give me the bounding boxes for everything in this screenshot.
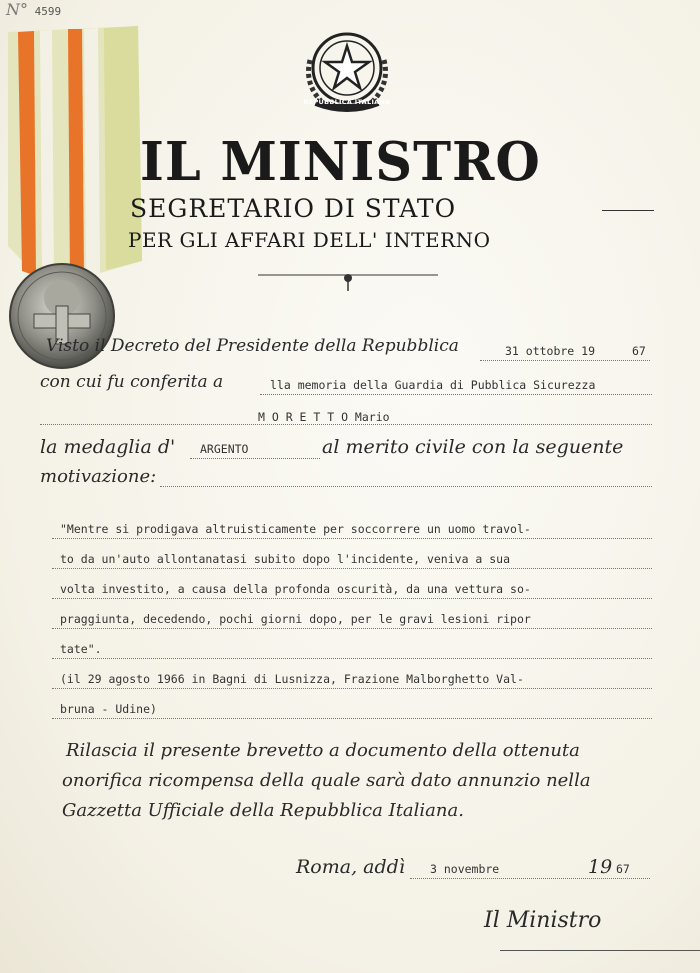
dotted-line bbox=[52, 538, 652, 539]
dotted-line bbox=[52, 568, 652, 569]
motivation-label: motivazione: bbox=[40, 466, 157, 487]
dotted-line bbox=[52, 718, 652, 719]
title-interior: PER GLI AFFARI DELL' INTERNO bbox=[128, 228, 491, 252]
dotted-line bbox=[52, 598, 652, 599]
recipient-description: lla memoria della Guardia di Pubblica Sicurezza bbox=[270, 378, 596, 392]
closing-line: Gazzetta Ufficiale della Repubblica Italiana. bbox=[62, 800, 464, 821]
minister-signature: Il Ministro bbox=[484, 908, 602, 933]
dotted-line bbox=[52, 658, 652, 659]
closing-line: Rilascia il presente brevetto a documento della ottenuta bbox=[66, 740, 580, 761]
merit-label: al merito civile con la seguente bbox=[322, 436, 624, 458]
dotted-line bbox=[480, 360, 650, 361]
signature-rule bbox=[500, 950, 700, 951]
issue-date: 3 novembre bbox=[430, 862, 500, 876]
decree-date-year: 67 bbox=[632, 344, 646, 358]
dotted-line bbox=[190, 458, 320, 459]
title-secretary: SEGRETARIO DI STATO bbox=[130, 194, 457, 223]
dotted-line bbox=[410, 878, 650, 879]
issue-place: Roma, addì bbox=[296, 856, 405, 878]
motivation-line: "Mentre si prodigava altruisticamente per soccorrere un uomo travol- bbox=[60, 522, 531, 536]
issue-year: 67 bbox=[616, 862, 630, 876]
dotted-line bbox=[52, 628, 652, 629]
ornament-divider bbox=[258, 267, 438, 297]
motivation-line: (il 29 agosto 1966 in Bagni di Lusnizza, Frazione Malborghetto Val- bbox=[60, 672, 524, 686]
dotted-line bbox=[260, 394, 652, 395]
medal-type: ARGENTO bbox=[200, 442, 249, 456]
motivation-line: volta investito, a causa della profonda oscurità, da una vettura so- bbox=[60, 582, 531, 596]
dotted-line bbox=[160, 486, 652, 487]
motivation-line: tate". bbox=[60, 642, 102, 656]
motivation-line: bruna - Udine) bbox=[60, 702, 157, 716]
issue-year-prefix: 19 bbox=[588, 856, 613, 878]
closing-line: onorifica ricompensa della quale sarà dato annunzio nella bbox=[62, 770, 591, 791]
certificate-number: N° 4599 bbox=[6, 0, 62, 19]
dotted-line bbox=[52, 688, 652, 689]
motivation-line: praggiunta, decedendo, pochi giorni dopo, per le gravi lesioni ripor bbox=[60, 612, 531, 626]
decree-intro: Visto il Decreto del Presidente della Repubblica bbox=[46, 336, 459, 356]
medal-image bbox=[8, 26, 148, 376]
conferred-label: con cui fu conferita a bbox=[40, 372, 224, 392]
title-rule bbox=[602, 210, 654, 211]
decree-date: 31 ottobre 19 bbox=[505, 344, 596, 358]
medal-label: la medaglia d' bbox=[40, 436, 176, 458]
motivation-line: to da un'auto allontanatasi subito dopo l'incidente, veniva a sua bbox=[60, 552, 511, 566]
dotted-line bbox=[40, 424, 652, 425]
title-minister: IL MINISTRO bbox=[140, 130, 541, 194]
recipient-name: M O R E T T O Mario bbox=[258, 410, 390, 424]
emblem-banner-text: REPUBBLICA ITALIANA bbox=[303, 98, 391, 106]
